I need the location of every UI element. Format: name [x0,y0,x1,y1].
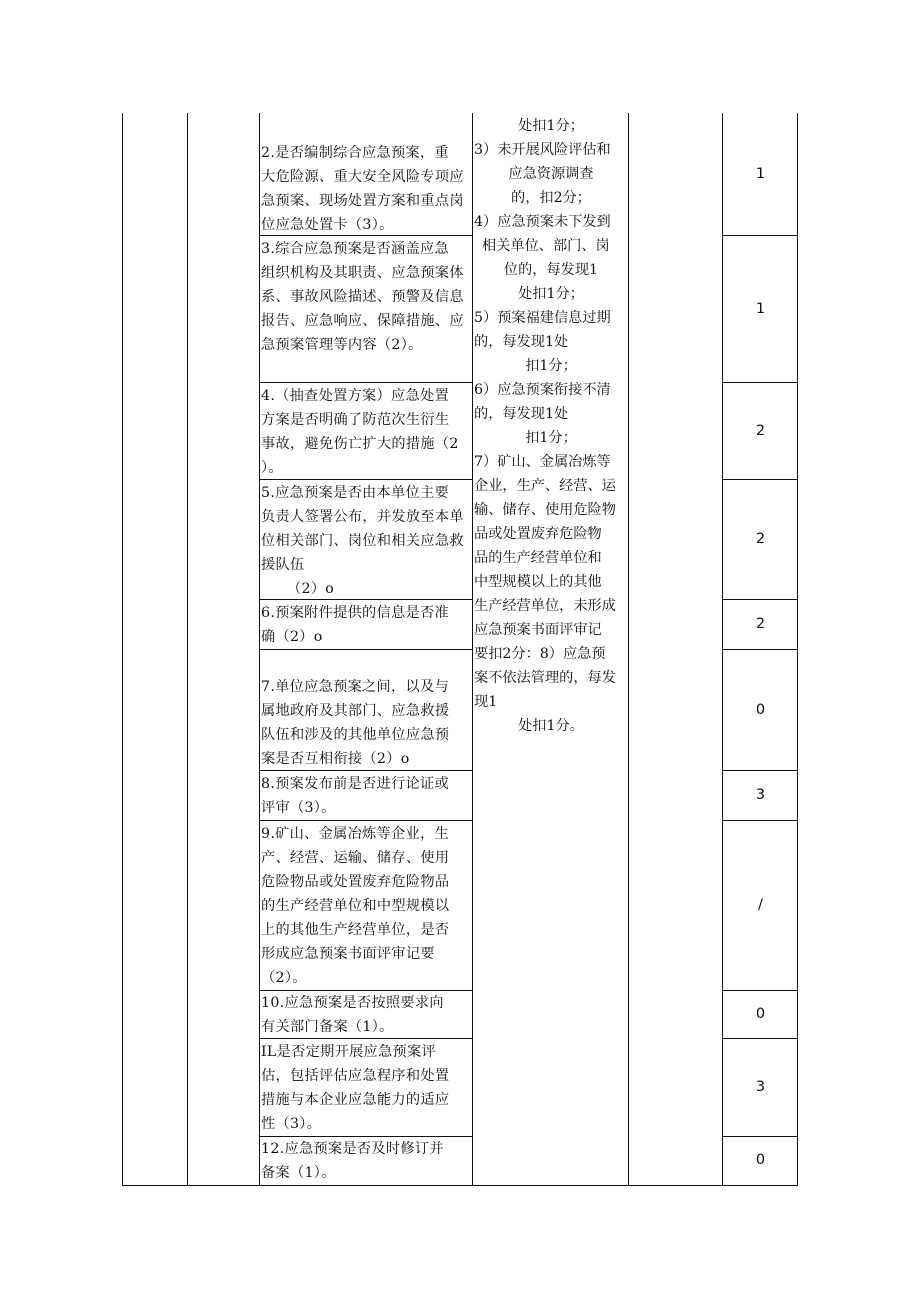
item-line: ）。 [261,460,283,476]
item-line: 上的其他生产经营单位，是否 [261,922,450,938]
item-line: 报告、应急响应、保障措施、应 [261,313,464,329]
item-line: 3.综合应急预案是否涵盖应急 [261,241,449,257]
item-line: 事故，避免伤亡扩大的措施（2 [261,436,459,452]
score-cell: 1 [755,301,766,317]
item-line: 属地政府及其部门、应急救援 [261,703,450,719]
inspection-item-4 [261,384,469,480]
score-separator [722,1136,798,1137]
table-border-left [122,113,123,1186]
item-line: 位相关部门、岗位和相关应急救 [261,533,464,549]
item-line: 位应急处置卡（3）。 [261,217,394,233]
score-separator [722,770,798,771]
score-separator [722,599,798,600]
inspection-item-11 [261,1040,469,1136]
inspection-item-7 [261,675,469,771]
score-separator [722,820,798,821]
item-line: （2）o [287,581,335,597]
inspection-item-6 [261,601,469,649]
deduction-line: 处扣1分。 [518,718,584,734]
deduction-line: 的，每发现1处 [474,406,569,422]
item-line: 8.预案发布前是否进行论证或 [261,776,449,792]
deduction-line: 企业，生产、经营、运 [474,478,616,494]
item-line: 援队伍 [261,557,305,573]
item-line: 产、经营、运输、储存、使用 [261,850,450,866]
score-cell: / [758,897,763,913]
inspection-item-2 [261,141,469,237]
deduction-line: 的，扣2分； [511,190,591,206]
deduction-line: 中型规模以上的其他 [474,574,602,590]
column-divider-1 [187,113,188,1186]
item-line: 评审（3）。 [261,800,336,816]
score-separator [722,649,798,650]
inspection-item-9 [261,822,469,990]
item-line: 的生产经营单位和中型规模以 [261,898,450,914]
deduction-line: 扣1分； [525,430,577,446]
deduction-line: 品或处置废弃危险物 [474,526,602,542]
item-line: 措施与本企业应急能力的适应 [261,1092,450,1108]
inspection-item-3 [261,237,469,357]
item-line: 9.矿山、金属冶炼等企业，生 [261,826,449,842]
item-line: 形成应急预案书面评审记要 [261,946,435,962]
score-separator [722,235,798,236]
item-line: 备案（1）。 [261,1165,336,1181]
score-separator [722,382,798,383]
deduction-line: 品的生产经营单位和 [474,550,602,566]
item-line: 5.应急预案是否由本单位主要 [261,485,449,501]
item-line: 2.是否编制综合应急预案，重 [261,145,449,161]
item-line: IL是否定期开展应急预案评 [261,1044,436,1060]
deduction-line: 现1 [474,694,498,710]
deduction-line: 生产经营单位，未形成 [474,598,616,614]
deduction-line: 输、储存、使用危险物 [474,502,616,518]
item-line: 急预案、现场处置方案和重点岗 [261,193,464,209]
deduction-line: 处扣1分； [518,286,584,302]
inspection-item-5 [261,481,469,601]
score-cell: 3 [755,1079,766,1095]
deduction-line: 5）预案福建信息过期 [474,310,611,326]
deduction-line: 处扣1分； [518,118,584,134]
deduction-line: 的，每发现1处 [474,334,569,350]
item-separator [259,820,473,821]
deduction-line: 应急资源调查 [508,166,594,182]
score-cell: 2 [755,531,766,547]
item-line: 方案是否明确了防范次生衍生 [261,412,450,428]
item-line: 队伍和涉及的其他单位应急预 [261,727,450,743]
score-cell: 0 [755,702,766,718]
deduction-line: 应急预案书面评审记 [474,622,602,638]
score-cell: 3 [755,787,766,803]
item-separator [259,649,473,650]
score-cell: 0 [755,1152,766,1168]
item-line: 性（3）。 [261,1116,322,1132]
deduction-line: 7）矿山、金属冶炼等 [474,454,611,470]
deduction-criteria [474,114,628,738]
score-separator [722,990,798,991]
inspection-item-12 [261,1137,469,1185]
score-separator [722,479,798,480]
inspection-item-10 [261,991,469,1039]
item-line: 10.应急预案是否按照要求向 [261,995,444,1011]
item-line: 估，包括评估应急程序和处置 [261,1068,450,1084]
item-line: （2）。 [261,970,307,986]
deduction-line: 4）应急预案未下发到 [474,214,611,230]
score-separator [722,1038,798,1039]
column-divider-4 [628,113,629,1186]
item-line: 12.应急预案是否及时修订并 [261,1141,444,1157]
item-line: 确（2）o [261,629,323,645]
score-cell: 0 [755,1006,766,1022]
item-line: 危险物品或处置废弃危险物品 [261,874,450,890]
item-line: 7.单位应急预案之间，以及与 [261,679,449,695]
deduction-line: 位的，每发现1 [503,262,599,278]
item-line: 大危险源、重大安全风险专项应 [261,169,464,185]
deduction-line: 3）未开展风险评估和 [474,142,611,158]
table-border-bottom [122,1185,798,1186]
item-line: 有关部门备案（1）。 [261,1019,394,1035]
inspection-item-8 [261,772,469,820]
score-cell: 2 [755,423,766,439]
deduction-line: 相关单位、部门、岗 [482,238,610,254]
item-separator [259,382,473,383]
deduction-line: 案不依法管理的，每发 [474,670,616,686]
score-cell: 2 [755,616,766,632]
item-line: 组织机构及其职责、应急预案体 [261,265,464,281]
item-line: 案是否互相衔接（2）o [261,751,410,767]
deduction-line: 6）应急预案衔接不清 [474,382,611,398]
item-line: 负责人签署公布，并发放至本单 [261,509,464,525]
item-line: 6.预案附件提供的信息是否准 [261,605,449,621]
item-line: 4.（抽查处置方案）应急处置 [261,388,449,404]
item-line: 系、事故风险描述、预警及信息 [261,289,464,305]
item-line: 急预案管理等内容（2）。 [261,337,423,353]
score-cell: 1 [755,166,766,182]
deduction-line: 要扣2分：8）应急预 [474,646,606,662]
deduction-line: 扣1分； [525,358,577,374]
